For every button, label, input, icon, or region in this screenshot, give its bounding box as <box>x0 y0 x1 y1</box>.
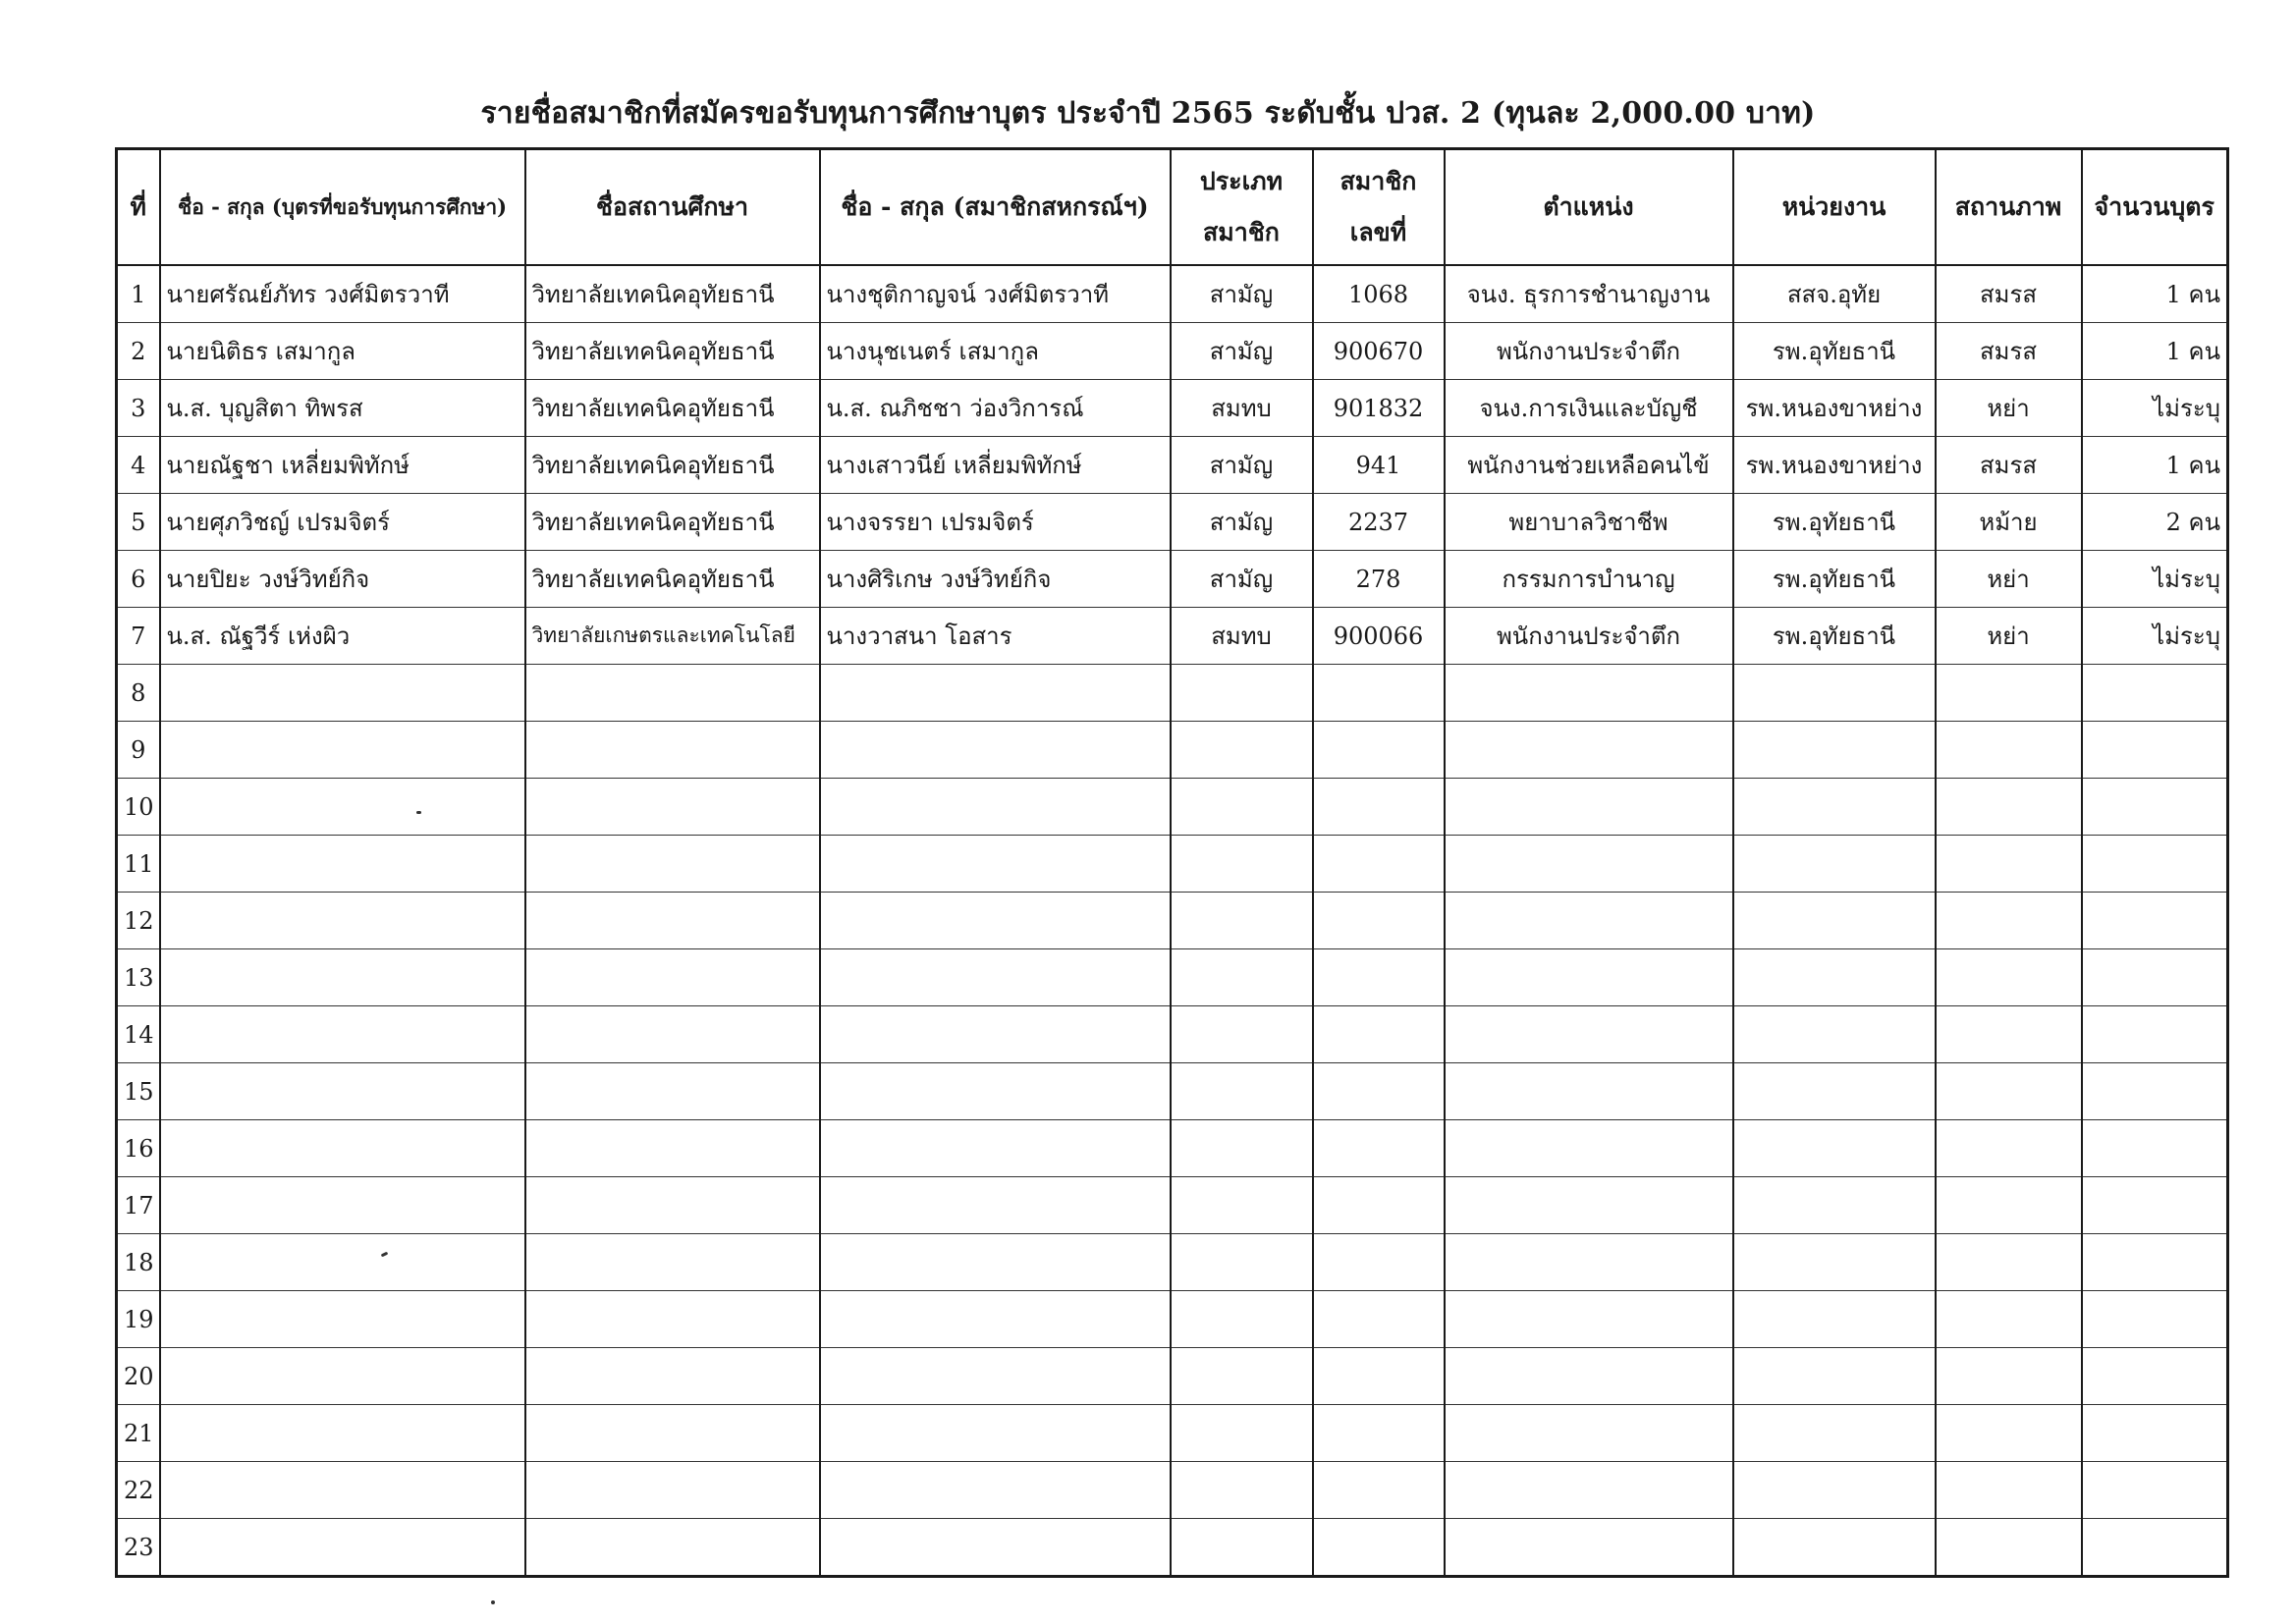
table-row <box>117 1462 2228 1519</box>
cell-children <box>2082 1519 2228 1577</box>
cell-children <box>2082 665 2228 722</box>
cell-position: จนง. ธุรการชำนาญงาน <box>1445 265 1733 323</box>
cell-unit <box>1733 1348 1936 1405</box>
cell-unit: สสจ.อุทัย <box>1733 265 1936 323</box>
cell-no: 20 <box>117 1348 160 1405</box>
cell-child-name <box>160 722 525 779</box>
cell-status <box>1936 836 2082 893</box>
cell-child-name: นายปิยะ วงษ์วิทย์กิจ <box>160 551 525 608</box>
cell-child-name <box>160 1063 525 1120</box>
cell-child-name <box>160 1291 525 1348</box>
cell-member-type <box>1171 1519 1313 1577</box>
cell-status <box>1936 1405 2082 1462</box>
cell-position: จนง.การเงินและบัญชี <box>1445 380 1733 437</box>
cell-unit <box>1733 836 1936 893</box>
cell-status: สมรส <box>1936 323 2082 380</box>
cell-school: วิทยาลัยเทคนิคอุทัยธานี <box>525 380 820 437</box>
cell-position <box>1445 722 1733 779</box>
cell-children: ไม่ระบุ <box>2082 380 2228 437</box>
cell-position <box>1445 1348 1733 1405</box>
cell-school <box>525 1120 820 1177</box>
cell-member-type <box>1171 1120 1313 1177</box>
cell-member-no <box>1313 1519 1445 1577</box>
cell-unit <box>1733 722 1936 779</box>
cell-member-no: 900670 <box>1313 323 1445 380</box>
cell-member-type <box>1171 836 1313 893</box>
cell-children <box>2082 1348 2228 1405</box>
cell-position: พนักงานประจำตึก <box>1445 608 1733 665</box>
cell-no: 13 <box>117 949 160 1006</box>
cell-children <box>2082 779 2228 836</box>
cell-school: วิทยาลัยเทคนิคอุทัยธานี <box>525 437 820 494</box>
cell-member-name: นางวาสนา โอสาร <box>820 608 1171 665</box>
cell-school: วิทยาลัยเทคนิคอุทัยธานี <box>525 494 820 551</box>
cell-member-type <box>1171 1405 1313 1462</box>
cell-child-name: นายณัฐชา เหลี่ยมพิทักษ์ <box>160 437 525 494</box>
cell-children <box>2082 1405 2228 1462</box>
cell-school <box>525 949 820 1006</box>
header-position: ตำแหน่ง <box>1445 149 1733 266</box>
cell-children: ไม่ระบุ <box>2082 551 2228 608</box>
cell-position <box>1445 1234 1733 1291</box>
cell-unit <box>1733 1177 1936 1234</box>
cell-child-name <box>160 1348 525 1405</box>
cell-member-name <box>820 1234 1171 1291</box>
cell-member-type <box>1171 1177 1313 1234</box>
table-row <box>117 608 2228 665</box>
cell-child-name <box>160 1462 525 1519</box>
cell-no: 3 <box>117 380 160 437</box>
cell-member-no <box>1313 949 1445 1006</box>
cell-member-no: 1068 <box>1313 265 1445 323</box>
cell-member-type <box>1171 1291 1313 1348</box>
cell-member-no: 941 <box>1313 437 1445 494</box>
cell-school <box>525 1405 820 1462</box>
cell-school <box>525 779 820 836</box>
cell-member-name <box>820 1177 1171 1234</box>
cell-child-name <box>160 1177 525 1234</box>
cell-position <box>1445 949 1733 1006</box>
cell-child-name: นายศรัณย์ภัทร วงศ์มิตรวาที <box>160 265 525 323</box>
cell-school: วิทยาลัยเทคนิคอุทัยธานี <box>525 551 820 608</box>
cell-member-type: สามัญ <box>1171 323 1313 380</box>
table-row <box>117 1063 2228 1120</box>
header-member-type-line2: สมาชิก <box>1203 218 1280 246</box>
cell-position <box>1445 1291 1733 1348</box>
cell-status <box>1936 949 2082 1006</box>
cell-status <box>1936 1348 2082 1405</box>
cell-unit: รพ.หนองขาหย่าง <box>1733 380 1936 437</box>
cell-school <box>525 1348 820 1405</box>
cell-status <box>1936 1177 2082 1234</box>
cell-unit <box>1733 1519 1936 1577</box>
cell-unit: รพ.อุทัยธานี <box>1733 494 1936 551</box>
cell-no: 8 <box>117 665 160 722</box>
cell-position <box>1445 779 1733 836</box>
cell-unit: รพ.อุทัยธานี <box>1733 608 1936 665</box>
cell-no: 9 <box>117 722 160 779</box>
cell-member-name <box>820 722 1171 779</box>
header-member-name: ชื่อ - สกุล (สมาชิกสหกรณ์ฯ) <box>820 149 1171 266</box>
cell-children: 1 คน <box>2082 437 2228 494</box>
cell-unit <box>1733 1291 1936 1348</box>
table-row <box>117 1519 2228 1577</box>
cell-member-type <box>1171 1234 1313 1291</box>
cell-no: 5 <box>117 494 160 551</box>
cell-status <box>1936 1462 2082 1519</box>
header-member-type-line1: ประเภท <box>1199 167 1284 195</box>
cell-status: หย่า <box>1936 608 2082 665</box>
cell-member-name <box>820 1291 1171 1348</box>
cell-member-name: นางจรรยา เปรมจิตร์ <box>820 494 1171 551</box>
cell-children: 1 คน <box>2082 323 2228 380</box>
cell-member-name <box>820 1462 1171 1519</box>
cell-position: กรรมการบำนาญ <box>1445 551 1733 608</box>
cell-children <box>2082 1006 2228 1063</box>
cell-no: 22 <box>117 1462 160 1519</box>
scan-speck <box>491 1600 495 1604</box>
cell-member-name <box>820 1063 1171 1120</box>
cell-member-no <box>1313 1177 1445 1234</box>
cell-no: 11 <box>117 836 160 893</box>
cell-children <box>2082 1120 2228 1177</box>
table-row <box>117 265 2228 323</box>
table-row <box>117 380 2228 437</box>
cell-position <box>1445 1006 1733 1063</box>
cell-member-type: สมทบ <box>1171 608 1313 665</box>
cell-member-name <box>820 1519 1171 1577</box>
table-row <box>117 323 2228 380</box>
cell-status <box>1936 893 2082 949</box>
cell-unit <box>1733 665 1936 722</box>
cell-school <box>525 722 820 779</box>
cell-children: 1 คน <box>2082 265 2228 323</box>
cell-member-name <box>820 665 1171 722</box>
cell-child-name: น.ส. ณัฐวีร์ เห่งผิว <box>160 608 525 665</box>
cell-school <box>525 1234 820 1291</box>
cell-status <box>1936 1120 2082 1177</box>
scan-speck <box>416 811 421 814</box>
cell-child-name <box>160 893 525 949</box>
cell-no: 21 <box>117 1405 160 1462</box>
cell-child-name <box>160 949 525 1006</box>
cell-position <box>1445 665 1733 722</box>
cell-children <box>2082 836 2228 893</box>
cell-member-no <box>1313 1120 1445 1177</box>
cell-school <box>525 1462 820 1519</box>
cell-child-name <box>160 836 525 893</box>
table-row <box>117 1234 2228 1291</box>
cell-member-no: 900066 <box>1313 608 1445 665</box>
table-row <box>117 1177 2228 1234</box>
cell-status <box>1936 1519 2082 1577</box>
table-row <box>117 437 2228 494</box>
header-member-type <box>1171 149 1313 266</box>
cell-status: สมรส <box>1936 265 2082 323</box>
cell-unit <box>1733 949 1936 1006</box>
applicant-table <box>115 147 2229 1578</box>
cell-no: 14 <box>117 1006 160 1063</box>
header-member-no-line1: สมาชิก <box>1339 167 1417 195</box>
cell-child-name: นายนิติธร เสมากูล <box>160 323 525 380</box>
table-row <box>117 1405 2228 1462</box>
cell-child-name <box>160 1405 525 1462</box>
cell-position <box>1445 1405 1733 1462</box>
cell-no: 1 <box>117 265 160 323</box>
cell-child-name <box>160 779 525 836</box>
cell-status <box>1936 1291 2082 1348</box>
cell-member-no <box>1313 1234 1445 1291</box>
cell-school <box>525 836 820 893</box>
header-no: ที่ <box>117 149 160 266</box>
cell-children <box>2082 1462 2228 1519</box>
cell-member-type: สามัญ <box>1171 265 1313 323</box>
cell-school: วิทยาลัยเทคนิคอุทัยธานี <box>525 265 820 323</box>
cell-member-no <box>1313 722 1445 779</box>
cell-unit: รพ.หนองขาหย่าง <box>1733 437 1936 494</box>
table-header-row <box>117 149 2228 266</box>
cell-children: 2 คน <box>2082 494 2228 551</box>
header-school: ชื่อสถานศึกษา <box>525 149 820 266</box>
cell-member-type <box>1171 949 1313 1006</box>
cell-no: 4 <box>117 437 160 494</box>
cell-unit <box>1733 1234 1936 1291</box>
cell-member-type: สมทบ <box>1171 380 1313 437</box>
cell-member-name <box>820 893 1171 949</box>
cell-unit <box>1733 1006 1936 1063</box>
cell-member-name <box>820 1006 1171 1063</box>
cell-status: หย่า <box>1936 551 2082 608</box>
cell-member-no <box>1313 1405 1445 1462</box>
cell-school <box>525 1291 820 1348</box>
cell-member-type <box>1171 893 1313 949</box>
cell-member-type <box>1171 1462 1313 1519</box>
cell-member-type <box>1171 1006 1313 1063</box>
header-member-no <box>1313 149 1445 266</box>
cell-member-name <box>820 1405 1171 1462</box>
cell-unit: รพ.อุทัยธานี <box>1733 551 1936 608</box>
cell-member-type <box>1171 1348 1313 1405</box>
cell-school: วิทยาลัยเทคนิคอุทัยธานี <box>525 323 820 380</box>
cell-member-no <box>1313 893 1445 949</box>
cell-children <box>2082 1234 2228 1291</box>
cell-unit <box>1733 893 1936 949</box>
cell-school <box>525 665 820 722</box>
cell-child-name <box>160 1234 525 1291</box>
header-status: สถานภาพ <box>1936 149 2082 266</box>
cell-unit: รพ.อุทัยธานี <box>1733 323 1936 380</box>
cell-member-name: นางชุติกาญจน์ วงศ์มิตรวาที <box>820 265 1171 323</box>
cell-member-no <box>1313 1291 1445 1348</box>
cell-status <box>1936 1234 2082 1291</box>
table-row <box>117 893 2228 949</box>
cell-no: 16 <box>117 1120 160 1177</box>
cell-no: 18 <box>117 1234 160 1291</box>
cell-no: 19 <box>117 1291 160 1348</box>
cell-status <box>1936 1063 2082 1120</box>
cell-member-no: 901832 <box>1313 380 1445 437</box>
cell-member-name: น.ส. ณภิชชา ว่องวิการณ์ <box>820 380 1171 437</box>
cell-member-no: 2237 <box>1313 494 1445 551</box>
header-children: จำนวนบุตร <box>2082 149 2228 266</box>
cell-child-name <box>160 1120 525 1177</box>
table-row <box>117 722 2228 779</box>
cell-unit <box>1733 1462 1936 1519</box>
cell-member-type: สามัญ <box>1171 551 1313 608</box>
cell-member-no <box>1313 1462 1445 1519</box>
cell-member-type <box>1171 665 1313 722</box>
cell-no: 23 <box>117 1519 160 1577</box>
cell-status <box>1936 665 2082 722</box>
cell-member-type: สามัญ <box>1171 437 1313 494</box>
cell-children <box>2082 893 2228 949</box>
header-unit: หน่วยงาน <box>1733 149 1936 266</box>
cell-position: พนักงานช่วยเหลือคนไข้ <box>1445 437 1733 494</box>
cell-member-name <box>820 836 1171 893</box>
table-row <box>117 1120 2228 1177</box>
cell-no: 7 <box>117 608 160 665</box>
cell-member-name <box>820 949 1171 1006</box>
cell-school <box>525 1006 820 1063</box>
cell-position <box>1445 1120 1733 1177</box>
cell-school: วิทยาลัยเกษตรและเทคโนโลยี <box>525 608 820 665</box>
cell-child-name <box>160 1519 525 1577</box>
cell-school <box>525 893 820 949</box>
table-row <box>117 836 2228 893</box>
cell-position <box>1445 836 1733 893</box>
cell-children <box>2082 722 2228 779</box>
header-child-name: ชื่อ - สกุล (บุตรที่ขอรับทุนการศึกษา) <box>160 149 525 266</box>
cell-member-name: นางเสาวนีย์ เหลี่ยมพิทักษ์ <box>820 437 1171 494</box>
cell-position <box>1445 1462 1733 1519</box>
table-row <box>117 1348 2228 1405</box>
cell-member-name <box>820 1120 1171 1177</box>
cell-status <box>1936 779 2082 836</box>
cell-unit <box>1733 1063 1936 1120</box>
cell-position <box>1445 1519 1733 1577</box>
cell-children <box>2082 1291 2228 1348</box>
cell-no: 6 <box>117 551 160 608</box>
table-body <box>117 265 2228 1577</box>
table-row <box>117 949 2228 1006</box>
cell-status <box>1936 1006 2082 1063</box>
cell-member-no <box>1313 1063 1445 1120</box>
cell-unit <box>1733 779 1936 836</box>
cell-position: พยาบาลวิชาชีพ <box>1445 494 1733 551</box>
cell-no: 10 <box>117 779 160 836</box>
cell-member-no: 278 <box>1313 551 1445 608</box>
cell-children <box>2082 949 2228 1006</box>
cell-position <box>1445 893 1733 949</box>
cell-status: หม้าย <box>1936 494 2082 551</box>
cell-school <box>525 1177 820 1234</box>
table-row <box>117 1006 2228 1063</box>
cell-children <box>2082 1177 2228 1234</box>
cell-member-no <box>1313 1348 1445 1405</box>
cell-member-name <box>820 1348 1171 1405</box>
cell-member-type <box>1171 1063 1313 1120</box>
cell-status: หย่า <box>1936 380 2082 437</box>
cell-member-no <box>1313 836 1445 893</box>
cell-school <box>525 1519 820 1577</box>
header-member-no-line2: เลขที่ <box>1349 218 1407 246</box>
table-row <box>117 779 2228 836</box>
cell-unit <box>1733 1120 1936 1177</box>
table-row <box>117 551 2228 608</box>
cell-member-name: นางนุชเนตร์ เสมากูล <box>820 323 1171 380</box>
page-title: รายชื่อสมาชิกที่สมัครขอรับทุนการศึกษาบุตร ประจำปี 2565 ระดับชั้น ปวส. 2 (ทุนละ 2,000.00 บาท) <box>480 96 1816 131</box>
cell-member-no <box>1313 779 1445 836</box>
cell-position <box>1445 1063 1733 1120</box>
cell-child-name <box>160 665 525 722</box>
cell-children: ไม่ระบุ <box>2082 608 2228 665</box>
cell-child-name: น.ส. บุญสิตา ทิพรส <box>160 380 525 437</box>
table-row <box>117 1291 2228 1348</box>
cell-position: พนักงานประจำตึก <box>1445 323 1733 380</box>
cell-position <box>1445 1177 1733 1234</box>
cell-children <box>2082 1063 2228 1120</box>
cell-member-name <box>820 779 1171 836</box>
cell-member-name: นางศิริเกษ วงษ์วิทย์กิจ <box>820 551 1171 608</box>
cell-member-type: สามัญ <box>1171 494 1313 551</box>
cell-child-name: นายศุภวิชญ์ เปรมจิตร์ <box>160 494 525 551</box>
cell-status <box>1936 722 2082 779</box>
cell-member-no <box>1313 665 1445 722</box>
table-row <box>117 665 2228 722</box>
cell-status: สมรส <box>1936 437 2082 494</box>
cell-member-type <box>1171 722 1313 779</box>
cell-no: 17 <box>117 1177 160 1234</box>
table-row <box>117 494 2228 551</box>
cell-school <box>525 1063 820 1120</box>
cell-child-name <box>160 1006 525 1063</box>
cell-no: 15 <box>117 1063 160 1120</box>
cell-no: 2 <box>117 323 160 380</box>
cell-member-no <box>1313 1006 1445 1063</box>
cell-unit <box>1733 1405 1936 1462</box>
cell-no: 12 <box>117 893 160 949</box>
cell-member-type <box>1171 779 1313 836</box>
